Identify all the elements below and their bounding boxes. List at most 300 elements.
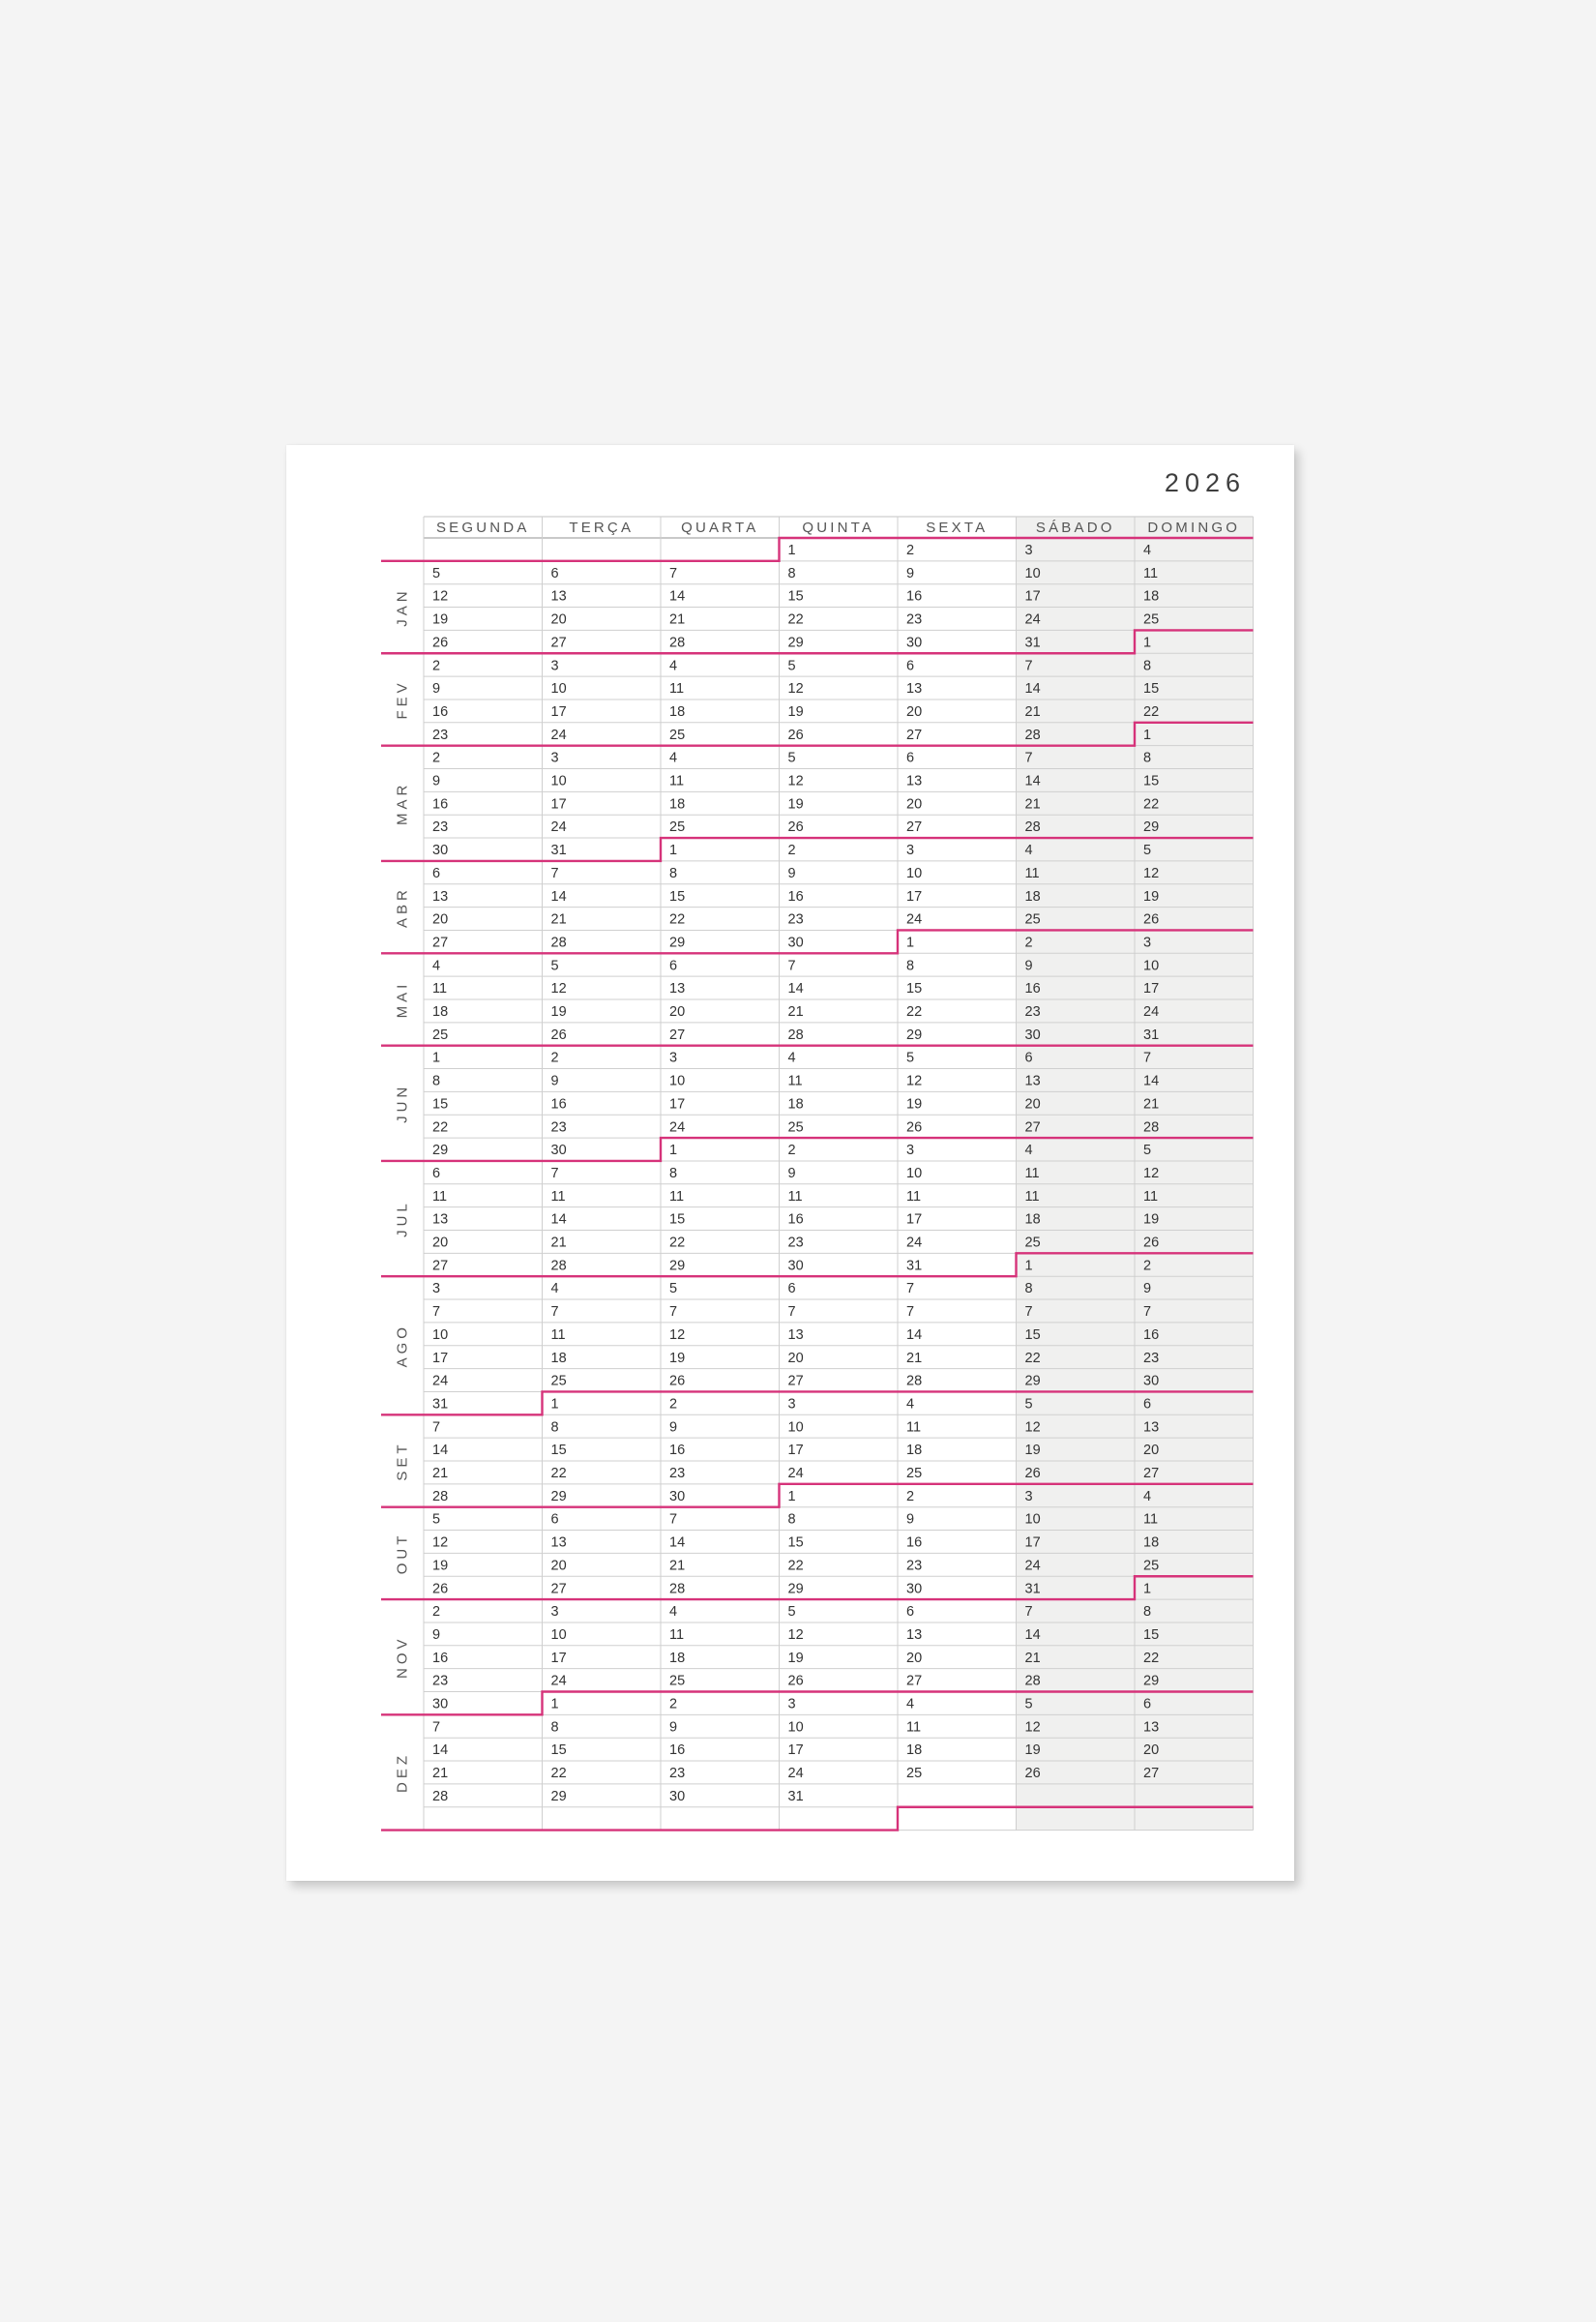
- day-number: 13: [787, 1326, 804, 1343]
- day-number: 16: [1024, 981, 1041, 997]
- month-label: JAN: [394, 587, 411, 627]
- day-number: 26: [1143, 1235, 1160, 1251]
- day-number: 20: [1143, 1443, 1160, 1459]
- day-number: 2: [669, 1696, 678, 1712]
- day-number: 14: [550, 888, 567, 905]
- day-number: 10: [906, 865, 923, 881]
- day-number: 4: [550, 1281, 559, 1297]
- day-number: 25: [1143, 611, 1160, 628]
- day-number: 22: [550, 1766, 567, 1782]
- day-number: 10: [669, 1073, 686, 1089]
- day-number: 14: [906, 1326, 923, 1343]
- day-number: 23: [669, 1466, 686, 1481]
- day-number: 17: [787, 1443, 804, 1459]
- day-number: 9: [669, 1719, 678, 1736]
- day-number: 14: [1024, 773, 1041, 789]
- day-number: 14: [1024, 681, 1041, 698]
- day-number: 8: [1143, 1604, 1152, 1621]
- day-number: 12: [432, 588, 449, 605]
- day-number: 11: [787, 1073, 803, 1089]
- day-number: 28: [1024, 1673, 1041, 1689]
- day-number: 3: [1024, 1488, 1033, 1504]
- day-number: 5: [550, 958, 559, 974]
- day-number: 9: [1024, 958, 1033, 974]
- day-number: 31: [787, 1788, 804, 1804]
- day-number: 22: [1143, 703, 1160, 720]
- day-number: 7: [1143, 1050, 1152, 1066]
- day-number: 29: [550, 1788, 567, 1804]
- day-number: 25: [432, 1027, 449, 1043]
- day-number: 6: [550, 565, 559, 581]
- day-number: 4: [787, 1050, 796, 1066]
- day-number: 26: [432, 635, 449, 651]
- day-number: 25: [1024, 911, 1041, 928]
- day-number: 11: [1024, 865, 1040, 881]
- day-number: 25: [906, 1766, 923, 1782]
- day-number: 6: [550, 1511, 559, 1528]
- day-number: 15: [669, 1211, 686, 1228]
- day-number: 2: [1143, 1258, 1152, 1274]
- day-number: 16: [550, 1096, 567, 1113]
- day-number: 12: [1024, 1719, 1041, 1736]
- day-number: 8: [550, 1419, 559, 1436]
- day-number: 5: [432, 1511, 441, 1528]
- day-number: 31: [906, 1258, 923, 1274]
- day-number: 5: [787, 750, 796, 766]
- day-number: 3: [906, 843, 915, 859]
- day-number: 13: [432, 1211, 449, 1228]
- day-number: 10: [550, 1626, 567, 1643]
- day-number: 19: [1024, 1443, 1041, 1459]
- day-number: 21: [432, 1766, 449, 1782]
- month-label: FEV: [394, 679, 411, 720]
- day-number: 2: [1024, 935, 1033, 951]
- day-number: 25: [669, 1673, 686, 1689]
- day-number: 5: [1024, 1396, 1033, 1413]
- day-number: 1: [787, 543, 796, 558]
- day-number: 17: [550, 703, 567, 720]
- day-number: 4: [1024, 1143, 1033, 1159]
- month-label: OUT: [394, 1532, 411, 1575]
- day-number: 3: [1024, 543, 1033, 558]
- day-number: 14: [550, 1211, 567, 1228]
- weekday-header: SEXTA: [926, 520, 989, 536]
- day-number: 10: [1024, 565, 1041, 581]
- month-label: JUL: [394, 1200, 411, 1237]
- day-number: 18: [669, 703, 686, 720]
- day-number: 1: [550, 1696, 559, 1712]
- month-label: ABR: [394, 886, 411, 929]
- day-number: 27: [432, 1258, 449, 1274]
- day-number: 27: [669, 1027, 686, 1043]
- day-number: 7: [669, 1511, 678, 1528]
- day-number: 27: [906, 727, 923, 743]
- day-number: 14: [669, 1534, 686, 1551]
- day-number: 8: [906, 958, 915, 974]
- day-number: 23: [906, 611, 923, 628]
- day-number: 2: [550, 1050, 559, 1066]
- day-number: 10: [550, 681, 567, 698]
- day-number: 11: [1024, 1188, 1040, 1205]
- day-number: 28: [432, 1788, 449, 1804]
- day-number: 20: [432, 911, 449, 928]
- day-number: 15: [550, 1742, 567, 1759]
- day-number: 7: [550, 865, 559, 881]
- day-number: 16: [432, 703, 449, 720]
- day-number: 9: [432, 681, 441, 698]
- day-number: 14: [432, 1443, 449, 1459]
- day-number: 28: [906, 1373, 923, 1389]
- day-number: 8: [1143, 658, 1152, 674]
- month-label: SET: [394, 1441, 411, 1481]
- day-number: 24: [550, 727, 567, 743]
- day-number: 13: [669, 981, 686, 997]
- day-number: 9: [787, 865, 796, 881]
- day-number: 2: [787, 843, 796, 859]
- day-number: 12: [787, 1626, 804, 1643]
- day-number: 11: [787, 1188, 803, 1205]
- day-number: 9: [432, 773, 441, 789]
- day-number: 24: [550, 1673, 567, 1689]
- day-number: 24: [550, 819, 567, 836]
- day-number: 5: [669, 1281, 678, 1297]
- day-number: 30: [432, 843, 449, 859]
- day-number: 13: [432, 888, 449, 905]
- month-label: JUN: [394, 1083, 411, 1123]
- day-number: 5: [1024, 1696, 1033, 1712]
- day-number: 24: [1143, 1004, 1160, 1020]
- day-number: 2: [669, 1396, 678, 1413]
- day-number: 14: [432, 1742, 449, 1759]
- month-label: NOV: [394, 1635, 411, 1679]
- year-calendar-grid: [286, 445, 1294, 1881]
- weekday-header: TERÇA: [569, 520, 635, 536]
- day-number: 24: [1024, 611, 1041, 628]
- day-number: 16: [669, 1742, 686, 1759]
- day-number: 13: [1143, 1719, 1160, 1736]
- day-number: 4: [432, 958, 441, 974]
- day-number: 27: [906, 1673, 923, 1689]
- day-number: 17: [906, 1211, 923, 1228]
- day-number: 18: [1024, 1211, 1041, 1228]
- day-number: 15: [1143, 681, 1160, 698]
- day-number: 11: [432, 1188, 448, 1205]
- day-number: 12: [432, 1534, 449, 1551]
- day-number: 1: [432, 1050, 441, 1066]
- day-number: 5: [906, 1050, 915, 1066]
- day-number: 1: [550, 1396, 559, 1413]
- day-number: 8: [669, 1165, 678, 1181]
- day-number: 21: [669, 611, 686, 628]
- day-number: 11: [906, 1719, 922, 1736]
- day-number: 16: [787, 888, 804, 905]
- day-number: 23: [787, 911, 804, 928]
- day-number: 1: [1143, 727, 1152, 743]
- day-number: 31: [550, 843, 567, 859]
- day-number: 11: [1143, 565, 1159, 581]
- day-number: 21: [432, 1466, 449, 1481]
- day-number: 12: [669, 1326, 686, 1343]
- day-number: 16: [669, 1443, 686, 1459]
- day-number: 23: [1024, 1004, 1041, 1020]
- day-number: 29: [432, 1143, 449, 1159]
- day-number: 28: [1024, 819, 1041, 836]
- month-label: DEZ: [394, 1751, 411, 1793]
- day-number: 16: [906, 1534, 923, 1551]
- day-number: 7: [787, 1304, 796, 1321]
- day-number: 6: [787, 1281, 796, 1297]
- day-number: 27: [1024, 1119, 1041, 1136]
- day-number: 18: [906, 1443, 923, 1459]
- day-number: 20: [906, 1650, 923, 1666]
- day-number: 19: [1143, 1211, 1160, 1228]
- day-number: 10: [1143, 958, 1160, 974]
- day-number: 4: [906, 1396, 915, 1413]
- day-number: 19: [432, 1558, 449, 1574]
- day-number: 1: [669, 1143, 678, 1159]
- day-number: 18: [669, 796, 686, 813]
- day-number: 3: [550, 750, 559, 766]
- day-number: 16: [432, 796, 449, 813]
- day-number: 2: [432, 1604, 441, 1621]
- day-number: 13: [550, 588, 567, 605]
- day-number: 19: [432, 611, 449, 628]
- day-number: 27: [550, 1581, 567, 1597]
- day-number: 30: [787, 935, 804, 951]
- day-number: 17: [432, 1350, 449, 1366]
- day-number: 6: [1143, 1396, 1152, 1413]
- day-number: 21: [1024, 1650, 1041, 1666]
- day-number: 23: [669, 1766, 686, 1782]
- day-number: 28: [669, 635, 686, 651]
- day-number: 4: [669, 1604, 678, 1621]
- day-number: 30: [432, 1696, 449, 1712]
- day-number: 26: [1143, 911, 1160, 928]
- day-number: 2: [787, 1143, 796, 1159]
- day-number: 4: [1143, 1488, 1152, 1504]
- day-number: 28: [669, 1581, 686, 1597]
- day-number: 17: [1024, 588, 1041, 605]
- day-number: 12: [550, 981, 567, 997]
- day-number: 11: [1024, 1165, 1040, 1181]
- day-number: 4: [669, 750, 678, 766]
- day-number: 29: [787, 635, 804, 651]
- day-number: 12: [906, 1073, 923, 1089]
- weekday-header: DOMINGO: [1147, 520, 1241, 536]
- day-number: 5: [787, 1604, 796, 1621]
- day-number: 20: [787, 1350, 804, 1366]
- day-number: 23: [550, 1119, 567, 1136]
- day-number: 30: [906, 1581, 923, 1597]
- day-number: 30: [906, 635, 923, 651]
- day-number: 17: [1024, 1534, 1041, 1551]
- day-number: 20: [906, 703, 923, 720]
- day-number: 7: [1024, 750, 1033, 766]
- month-label: MAI: [394, 980, 411, 1019]
- day-number: 29: [906, 1027, 923, 1043]
- day-number: 1: [787, 1488, 796, 1504]
- day-number: 3: [787, 1396, 796, 1413]
- day-number: 9: [906, 565, 915, 581]
- day-number: 7: [1024, 1304, 1033, 1321]
- day-number: 17: [906, 888, 923, 905]
- day-number: 30: [550, 1143, 567, 1159]
- day-number: 25: [1024, 1235, 1041, 1251]
- day-number: 21: [1143, 1096, 1160, 1113]
- day-number: 21: [906, 1350, 923, 1366]
- day-number: 27: [550, 635, 567, 651]
- day-number: 26: [787, 727, 804, 743]
- day-number: 10: [787, 1419, 804, 1436]
- day-number: 3: [669, 1050, 678, 1066]
- day-number: 11: [1143, 1511, 1159, 1528]
- day-number: 12: [1143, 865, 1160, 881]
- day-number: 20: [550, 1558, 567, 1574]
- day-number: 1: [1143, 1581, 1152, 1597]
- day-number: 30: [669, 1788, 686, 1804]
- day-number: 20: [1024, 1096, 1041, 1113]
- day-number: 15: [669, 888, 686, 905]
- day-number: 21: [1024, 796, 1041, 813]
- day-number: 18: [906, 1742, 923, 1759]
- day-number: 22: [669, 1235, 686, 1251]
- day-number: 22: [1024, 1350, 1041, 1366]
- day-number: 22: [1143, 796, 1160, 813]
- day-number: 18: [787, 1096, 804, 1113]
- day-number: 4: [906, 1696, 915, 1712]
- day-number: 11: [669, 681, 685, 698]
- day-number: 25: [906, 1466, 923, 1481]
- day-number: 22: [906, 1004, 923, 1020]
- day-number: 4: [669, 658, 678, 674]
- day-number: 6: [1024, 1050, 1033, 1066]
- day-number: 18: [1143, 588, 1160, 605]
- weekday-header: QUARTA: [681, 520, 759, 536]
- day-number: 10: [906, 1165, 923, 1181]
- day-number: 25: [550, 1373, 567, 1389]
- day-number: 23: [432, 819, 449, 836]
- day-number: 8: [787, 565, 796, 581]
- day-number: 22: [787, 611, 804, 628]
- weekday-header: SEGUNDA: [435, 520, 530, 536]
- day-number: 15: [906, 981, 923, 997]
- day-number: 15: [1024, 1326, 1041, 1343]
- day-number: 9: [906, 1511, 915, 1528]
- day-number: 27: [906, 819, 923, 836]
- day-number: 26: [550, 1027, 567, 1043]
- day-number: 7: [669, 565, 678, 581]
- day-number: 24: [906, 1235, 923, 1251]
- day-number: 11: [432, 981, 448, 997]
- day-number: 11: [1143, 1188, 1159, 1205]
- day-number: 2: [432, 658, 441, 674]
- day-number: 26: [1024, 1766, 1041, 1782]
- day-number: 7: [906, 1281, 915, 1297]
- day-number: 8: [669, 865, 678, 881]
- day-number: 18: [432, 1004, 449, 1020]
- day-number: 27: [432, 935, 449, 951]
- day-number: 28: [1024, 727, 1041, 743]
- day-number: 2: [432, 750, 441, 766]
- day-number: 17: [1143, 981, 1160, 997]
- day-number: 30: [1024, 1027, 1041, 1043]
- day-number: 3: [550, 658, 559, 674]
- day-number: 24: [669, 1119, 686, 1136]
- day-number: 18: [669, 1650, 686, 1666]
- day-number: 7: [1143, 1304, 1152, 1321]
- day-number: 14: [1143, 1073, 1160, 1089]
- day-number: 26: [906, 1119, 923, 1136]
- day-number: 7: [669, 1304, 678, 1321]
- day-number: 3: [787, 1696, 796, 1712]
- day-number: 11: [550, 1326, 566, 1343]
- day-number: 13: [906, 681, 923, 698]
- weekday-header: SÁBADO: [1035, 520, 1115, 536]
- day-number: 22: [1143, 1650, 1160, 1666]
- day-number: 29: [669, 1258, 686, 1274]
- day-number: 7: [432, 1304, 441, 1321]
- day-number: 5: [787, 658, 796, 674]
- day-number: 15: [550, 1443, 567, 1459]
- day-number: 27: [1143, 1766, 1160, 1782]
- day-number: 14: [669, 588, 686, 605]
- day-number: 7: [432, 1419, 441, 1436]
- day-number: 6: [1143, 1696, 1152, 1712]
- day-number: 3: [906, 1143, 915, 1159]
- day-number: 20: [1143, 1742, 1160, 1759]
- day-number: 26: [1024, 1466, 1041, 1481]
- day-number: 9: [1143, 1281, 1152, 1297]
- day-number: 24: [787, 1766, 804, 1782]
- day-number: 5: [432, 565, 441, 581]
- day-number: 15: [787, 1534, 804, 1551]
- day-number: 26: [669, 1373, 686, 1389]
- day-number: 20: [906, 796, 923, 813]
- day-number: 31: [1143, 1027, 1160, 1043]
- day-number: 3: [1143, 935, 1152, 951]
- day-number: 13: [906, 773, 923, 789]
- day-number: 3: [432, 1281, 441, 1297]
- day-number: 31: [432, 1396, 449, 1413]
- day-number: 29: [1143, 819, 1160, 836]
- day-number: 6: [906, 658, 915, 674]
- day-number: 31: [1024, 635, 1041, 651]
- day-number: 18: [1143, 1534, 1160, 1551]
- day-number: 21: [1024, 703, 1041, 720]
- day-number: 20: [432, 1235, 449, 1251]
- day-number: 25: [1143, 1558, 1160, 1574]
- day-number: 12: [1143, 1165, 1160, 1181]
- day-number: 26: [432, 1581, 449, 1597]
- day-number: 22: [432, 1119, 449, 1136]
- day-number: 14: [1024, 1626, 1041, 1643]
- day-number: 19: [550, 1004, 567, 1020]
- day-number: 28: [550, 1258, 567, 1274]
- day-number: 28: [550, 935, 567, 951]
- day-number: 6: [669, 958, 678, 974]
- day-number: 19: [1143, 888, 1160, 905]
- day-number: 31: [1024, 1581, 1041, 1597]
- day-number: 7: [906, 1304, 915, 1321]
- day-number: 13: [906, 1626, 923, 1643]
- day-number: 12: [787, 681, 804, 698]
- day-number: 7: [787, 958, 796, 974]
- day-number: 6: [432, 865, 441, 881]
- day-number: 10: [787, 1719, 804, 1736]
- day-number: 19: [787, 796, 804, 813]
- day-number: 29: [1143, 1673, 1160, 1689]
- day-number: 24: [432, 1373, 449, 1389]
